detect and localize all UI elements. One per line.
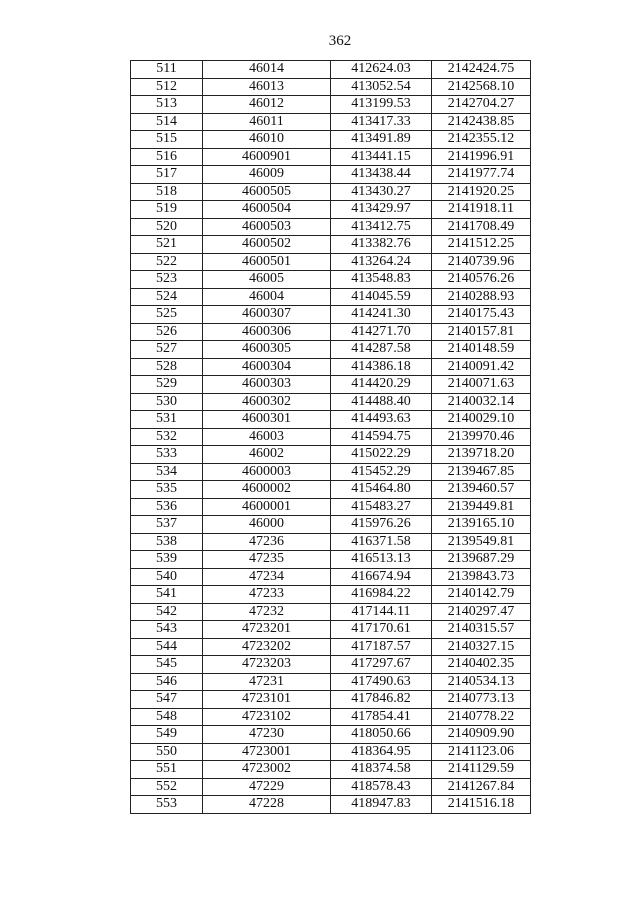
- table-row: [131, 358, 531, 376]
- x-coordinate-cell: 413438.44: [331, 166, 432, 184]
- point-id-cell: 4600901: [203, 148, 331, 166]
- table-row: [131, 516, 531, 534]
- y-coordinate-cell: 2140288.93: [432, 288, 531, 306]
- table-row: [131, 533, 531, 551]
- coordinate-table: [130, 60, 531, 814]
- row-index-cell: 515: [131, 131, 203, 149]
- point-id-cell: 46000: [203, 516, 331, 534]
- x-coordinate-cell: 415452.29: [331, 463, 432, 481]
- y-coordinate-cell: 2140327.15: [432, 638, 531, 656]
- x-coordinate-cell: 413417.33: [331, 113, 432, 131]
- y-coordinate-cell: 2142438.85: [432, 113, 531, 131]
- point-id-cell: 4600003: [203, 463, 331, 481]
- table-row: [131, 253, 531, 271]
- row-index-cell: 521: [131, 236, 203, 254]
- row-index-cell: 529: [131, 376, 203, 394]
- x-coordinate-cell: 413430.27: [331, 183, 432, 201]
- x-coordinate-cell: 415483.27: [331, 498, 432, 516]
- x-coordinate-cell: 414420.29: [331, 376, 432, 394]
- x-coordinate-cell: 417846.82: [331, 691, 432, 709]
- row-index-cell: 519: [131, 201, 203, 219]
- x-coordinate-cell: 418374.58: [331, 761, 432, 779]
- row-index-cell: 539: [131, 551, 203, 569]
- table-row: [131, 323, 531, 341]
- y-coordinate-cell: 2141918.11: [432, 201, 531, 219]
- y-coordinate-cell: 2139970.46: [432, 428, 531, 446]
- y-coordinate-cell: 2140297.47: [432, 603, 531, 621]
- table-row: [131, 603, 531, 621]
- row-index-cell: 532: [131, 428, 203, 446]
- point-id-cell: 46011: [203, 113, 331, 131]
- row-index-cell: 514: [131, 113, 203, 131]
- x-coordinate-cell: 418050.66: [331, 726, 432, 744]
- row-index-cell: 552: [131, 778, 203, 796]
- y-coordinate-cell: 2139449.81: [432, 498, 531, 516]
- table-row: [131, 708, 531, 726]
- table-row: [131, 691, 531, 709]
- y-coordinate-cell: 2140534.13: [432, 673, 531, 691]
- y-coordinate-cell: 2139467.85: [432, 463, 531, 481]
- x-coordinate-cell: 415022.29: [331, 446, 432, 464]
- y-coordinate-cell: 2140315.57: [432, 621, 531, 639]
- x-coordinate-cell: 416371.58: [331, 533, 432, 551]
- x-coordinate-cell: 413264.24: [331, 253, 432, 271]
- y-coordinate-cell: 2139549.81: [432, 533, 531, 551]
- x-coordinate-cell: 416513.13: [331, 551, 432, 569]
- point-id-cell: 47233: [203, 586, 331, 604]
- y-coordinate-cell: 2142355.12: [432, 131, 531, 149]
- x-coordinate-cell: 417170.61: [331, 621, 432, 639]
- x-coordinate-cell: 417144.11: [331, 603, 432, 621]
- y-coordinate-cell: 2142704.27: [432, 96, 531, 114]
- point-id-cell: 4600505: [203, 183, 331, 201]
- y-coordinate-cell: 2140157.81: [432, 323, 531, 341]
- x-coordinate-cell: 413441.15: [331, 148, 432, 166]
- table-row: [131, 271, 531, 289]
- x-coordinate-cell: 413429.97: [331, 201, 432, 219]
- x-coordinate-cell: 416674.94: [331, 568, 432, 586]
- point-id-cell: 46004: [203, 288, 331, 306]
- row-index-cell: 513: [131, 96, 203, 114]
- point-id-cell: 47230: [203, 726, 331, 744]
- table-row: [131, 148, 531, 166]
- row-index-cell: 530: [131, 393, 203, 411]
- table-row: [131, 218, 531, 236]
- point-id-cell: 47232: [203, 603, 331, 621]
- y-coordinate-cell: 2140032.14: [432, 393, 531, 411]
- x-coordinate-cell: 413548.83: [331, 271, 432, 289]
- y-coordinate-cell: 2140402.35: [432, 656, 531, 674]
- table-row: [131, 551, 531, 569]
- row-index-cell: 544: [131, 638, 203, 656]
- y-coordinate-cell: 2141512.25: [432, 236, 531, 254]
- point-id-cell: 4723203: [203, 656, 331, 674]
- y-coordinate-cell: 2140773.13: [432, 691, 531, 709]
- x-coordinate-cell: 414287.58: [331, 341, 432, 359]
- row-index-cell: 540: [131, 568, 203, 586]
- table-row: [131, 446, 531, 464]
- table-row: [131, 796, 531, 814]
- row-index-cell: 518: [131, 183, 203, 201]
- x-coordinate-cell: 417490.63: [331, 673, 432, 691]
- table-row: [131, 568, 531, 586]
- table-row: [131, 743, 531, 761]
- table-row: [131, 78, 531, 96]
- point-id-cell: 4723102: [203, 708, 331, 726]
- point-id-cell: 4723001: [203, 743, 331, 761]
- row-index-cell: 548: [131, 708, 203, 726]
- row-index-cell: 550: [131, 743, 203, 761]
- table-row: [131, 498, 531, 516]
- point-id-cell: 4723201: [203, 621, 331, 639]
- point-id-cell: 47229: [203, 778, 331, 796]
- point-id-cell: 4600504: [203, 201, 331, 219]
- row-index-cell: 523: [131, 271, 203, 289]
- y-coordinate-cell: 2140029.10: [432, 411, 531, 429]
- point-id-cell: 4600302: [203, 393, 331, 411]
- page-number: 362: [328, 33, 352, 49]
- table-row: [131, 428, 531, 446]
- y-coordinate-cell: 2141920.25: [432, 183, 531, 201]
- y-coordinate-cell: 2140091.42: [432, 358, 531, 376]
- row-index-cell: 537: [131, 516, 203, 534]
- x-coordinate-cell: 414488.40: [331, 393, 432, 411]
- point-id-cell: 46005: [203, 271, 331, 289]
- y-coordinate-cell: 2139718.20: [432, 446, 531, 464]
- point-id-cell: 4600501: [203, 253, 331, 271]
- y-coordinate-cell: 2141516.18: [432, 796, 531, 814]
- x-coordinate-cell: 416984.22: [331, 586, 432, 604]
- table-row: [131, 411, 531, 429]
- x-coordinate-cell: 415464.80: [331, 481, 432, 499]
- table-body: [131, 61, 531, 814]
- y-coordinate-cell: 2139843.73: [432, 568, 531, 586]
- row-index-cell: 524: [131, 288, 203, 306]
- table-row: [131, 673, 531, 691]
- point-id-cell: 4600503: [203, 218, 331, 236]
- row-index-cell: 549: [131, 726, 203, 744]
- x-coordinate-cell: 414271.70: [331, 323, 432, 341]
- row-index-cell: 543: [131, 621, 203, 639]
- row-index-cell: 542: [131, 603, 203, 621]
- table-row: [131, 463, 531, 481]
- x-coordinate-cell: 414386.18: [331, 358, 432, 376]
- point-id-cell: 4600304: [203, 358, 331, 376]
- x-coordinate-cell: 414493.63: [331, 411, 432, 429]
- x-coordinate-cell: 417297.67: [331, 656, 432, 674]
- x-coordinate-cell: 414045.59: [331, 288, 432, 306]
- point-id-cell: 4600002: [203, 481, 331, 499]
- row-index-cell: 527: [131, 341, 203, 359]
- x-coordinate-cell: 413382.76: [331, 236, 432, 254]
- row-index-cell: 536: [131, 498, 203, 516]
- row-index-cell: 533: [131, 446, 203, 464]
- x-coordinate-cell: 414241.30: [331, 306, 432, 324]
- point-id-cell: 4600502: [203, 236, 331, 254]
- point-id-cell: 47234: [203, 568, 331, 586]
- point-id-cell: 4723002: [203, 761, 331, 779]
- x-coordinate-cell: 418947.83: [331, 796, 432, 814]
- x-coordinate-cell: 418578.43: [331, 778, 432, 796]
- point-id-cell: 47228: [203, 796, 331, 814]
- point-id-cell: 4723101: [203, 691, 331, 709]
- row-index-cell: 520: [131, 218, 203, 236]
- point-id-cell: 47231: [203, 673, 331, 691]
- point-id-cell: 4600306: [203, 323, 331, 341]
- point-id-cell: 46009: [203, 166, 331, 184]
- y-coordinate-cell: 2141708.49: [432, 218, 531, 236]
- y-coordinate-cell: 2141977.74: [432, 166, 531, 184]
- table-row: [131, 166, 531, 184]
- table-row: [131, 638, 531, 656]
- row-index-cell: 547: [131, 691, 203, 709]
- table-row: [131, 236, 531, 254]
- row-index-cell: 545: [131, 656, 203, 674]
- point-id-cell: 46003: [203, 428, 331, 446]
- table-row: [131, 393, 531, 411]
- table-row: [131, 621, 531, 639]
- row-index-cell: 531: [131, 411, 203, 429]
- row-index-cell: 541: [131, 586, 203, 604]
- table-row: [131, 761, 531, 779]
- x-coordinate-cell: 415976.26: [331, 516, 432, 534]
- row-index-cell: 546: [131, 673, 203, 691]
- y-coordinate-cell: 2140909.90: [432, 726, 531, 744]
- table-row: [131, 778, 531, 796]
- row-index-cell: 551: [131, 761, 203, 779]
- point-id-cell: 47236: [203, 533, 331, 551]
- table-row: [131, 656, 531, 674]
- x-coordinate-cell: 413412.75: [331, 218, 432, 236]
- row-index-cell: 517: [131, 166, 203, 184]
- y-coordinate-cell: 2139165.10: [432, 516, 531, 534]
- x-coordinate-cell: 412624.03: [331, 61, 432, 79]
- row-index-cell: 526: [131, 323, 203, 341]
- x-coordinate-cell: 414594.75: [331, 428, 432, 446]
- row-index-cell: 553: [131, 796, 203, 814]
- point-id-cell: 46013: [203, 78, 331, 96]
- row-index-cell: 534: [131, 463, 203, 481]
- point-id-cell: 4600301: [203, 411, 331, 429]
- row-index-cell: 535: [131, 481, 203, 499]
- x-coordinate-cell: 413491.89: [331, 131, 432, 149]
- point-id-cell: 4600305: [203, 341, 331, 359]
- point-id-cell: 4600307: [203, 306, 331, 324]
- x-coordinate-cell: 413052.54: [331, 78, 432, 96]
- y-coordinate-cell: 2139460.57: [432, 481, 531, 499]
- table-row: [131, 481, 531, 499]
- point-id-cell: 46002: [203, 446, 331, 464]
- y-coordinate-cell: 2139687.29: [432, 551, 531, 569]
- y-coordinate-cell: 2140071.63: [432, 376, 531, 394]
- y-coordinate-cell: 2141996.91: [432, 148, 531, 166]
- table-row: [131, 201, 531, 219]
- table-row: [131, 96, 531, 114]
- point-id-cell: 46010: [203, 131, 331, 149]
- y-coordinate-cell: 2140148.59: [432, 341, 531, 359]
- point-id-cell: 4600001: [203, 498, 331, 516]
- row-index-cell: 516: [131, 148, 203, 166]
- table-row: [131, 586, 531, 604]
- row-index-cell: 528: [131, 358, 203, 376]
- y-coordinate-cell: 2142568.10: [432, 78, 531, 96]
- table-row: [131, 113, 531, 131]
- y-coordinate-cell: 2141123.06: [432, 743, 531, 761]
- y-coordinate-cell: 2141267.84: [432, 778, 531, 796]
- x-coordinate-cell: 418364.95: [331, 743, 432, 761]
- table-row: [131, 341, 531, 359]
- table-row: [131, 726, 531, 744]
- row-index-cell: 538: [131, 533, 203, 551]
- table-row: [131, 376, 531, 394]
- point-id-cell: 46014: [203, 61, 331, 79]
- y-coordinate-cell: 2140778.22: [432, 708, 531, 726]
- point-id-cell: 4600303: [203, 376, 331, 394]
- x-coordinate-cell: 413199.53: [331, 96, 432, 114]
- table-row: [131, 306, 531, 324]
- x-coordinate-cell: 417187.57: [331, 638, 432, 656]
- x-coordinate-cell: 417854.41: [331, 708, 432, 726]
- y-coordinate-cell: 2142424.75: [432, 61, 531, 79]
- row-index-cell: 522: [131, 253, 203, 271]
- y-coordinate-cell: 2140739.96: [432, 253, 531, 271]
- point-id-cell: 46012: [203, 96, 331, 114]
- table-row: [131, 131, 531, 149]
- table-row: [131, 288, 531, 306]
- row-index-cell: 525: [131, 306, 203, 324]
- y-coordinate-cell: 2140175.43: [432, 306, 531, 324]
- table-row: [131, 61, 531, 79]
- row-index-cell: 512: [131, 78, 203, 96]
- y-coordinate-cell: 2140142.79: [432, 586, 531, 604]
- y-coordinate-cell: 2140576.26: [432, 271, 531, 289]
- point-id-cell: 47235: [203, 551, 331, 569]
- table-row: [131, 183, 531, 201]
- row-index-cell: 511: [131, 61, 203, 79]
- y-coordinate-cell: 2141129.59: [432, 761, 531, 779]
- point-id-cell: 4723202: [203, 638, 331, 656]
